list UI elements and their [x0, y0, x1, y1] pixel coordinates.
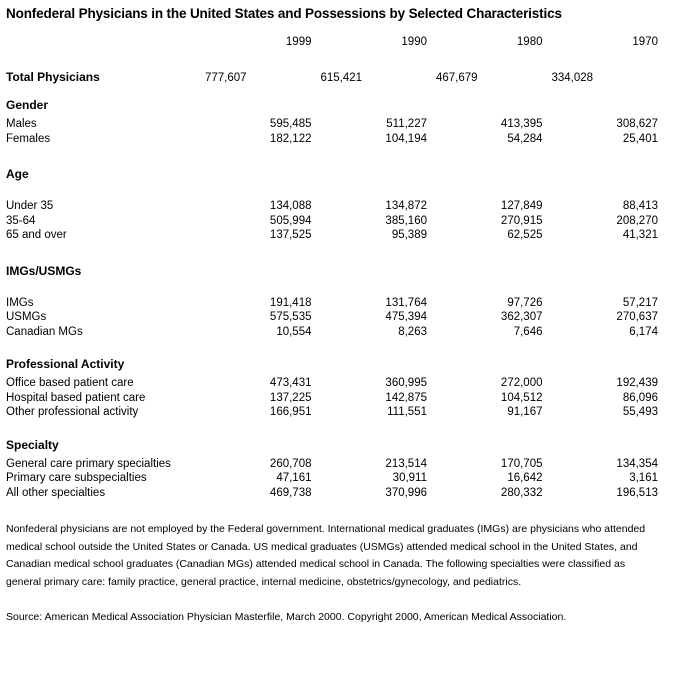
- row-value-1990: 360,995: [385, 377, 427, 389]
- row-label: Females: [6, 132, 51, 145]
- spacer-cell: [6, 286, 667, 296]
- row-label: Males: [6, 118, 37, 130]
- total-physicians-label: Total Physicians: [6, 70, 100, 84]
- table-row: [6, 325, 667, 340]
- row-label: Hospital based patient care: [6, 391, 146, 404]
- table-row: [6, 310, 667, 325]
- table-row: [6, 471, 667, 486]
- section-heading-row: [6, 93, 667, 117]
- row-value-1990: 131,764: [385, 296, 427, 309]
- row-value-1990: 111,551: [387, 406, 427, 418]
- table-row: [6, 486, 667, 501]
- row-value-1990: 104,194: [385, 132, 427, 145]
- table-row: [6, 214, 667, 229]
- row-value-1999: 260,708: [269, 457, 312, 470]
- row-value-1990: 213,514: [385, 457, 427, 470]
- source-line: Source: American Medical Association Physician Masterfile, March 2000. Copyright 2000, American Medical Association.: [6, 610, 567, 623]
- row-value-1990: 385,160: [385, 214, 427, 227]
- column-header-1980: 1980: [516, 36, 543, 48]
- row-value-1999: 137,225: [269, 391, 312, 404]
- page-title: Nonfederal Physicians in the United States and Possessions by Selected Characteristics: [6, 6, 562, 21]
- row-label: Office based patient care: [6, 377, 134, 389]
- row-value-1980: 170,705: [500, 457, 543, 470]
- row-value-1999: 469,738: [269, 486, 312, 499]
- row-value-1999: 505,994: [269, 214, 312, 227]
- row-spacer: [6, 286, 667, 296]
- column-header-1970: 1970: [632, 36, 658, 48]
- row-value-1970: 88,413: [622, 200, 658, 212]
- table-row: [6, 132, 667, 147]
- row-value-1990: 511,227: [386, 118, 427, 130]
- row-value-1970: 3,161: [629, 472, 658, 484]
- row-value-1980: 54,284: [507, 132, 543, 145]
- row-value-1970: 57,217: [622, 296, 658, 309]
- total-physicians-row: [6, 62, 667, 93]
- row-value-1980: 280,332: [500, 486, 543, 499]
- row-label: All other specialties: [6, 486, 106, 499]
- row-value-1970: 86,096: [622, 391, 658, 404]
- row-label: 65 and over: [6, 229, 67, 241]
- table-header-row: [6, 36, 667, 62]
- total-physicians-value-1999: 777,607: [205, 72, 247, 84]
- row-value-1999: 473,431: [269, 377, 312, 389]
- row-value-1970: 192,439: [616, 377, 658, 389]
- row-value-1999: 595,485: [269, 118, 312, 130]
- row-value-1990: 370,996: [385, 486, 427, 499]
- row-value-1999: 47,161: [276, 472, 312, 484]
- row-value-1970: 270,637: [616, 311, 658, 323]
- section-heading-row: [6, 159, 667, 189]
- row-label: IMGs: [6, 296, 34, 309]
- row-value-1990: 95,389: [391, 229, 427, 241]
- section-heading-professional-activity: Professional Activity: [6, 357, 125, 371]
- section-heading-row: [6, 433, 667, 457]
- row-label: Canadian MGs: [6, 325, 83, 338]
- table-row: [6, 228, 667, 243]
- row-value-1990: 475,394: [385, 311, 427, 323]
- row-value-1999: 166,951: [269, 406, 312, 418]
- row-value-1990: 142,875: [385, 391, 427, 404]
- row-label: General care primary specialties: [6, 457, 171, 470]
- section-heading-gender: Gender: [6, 98, 49, 112]
- row-value-1980: 16,642: [507, 472, 543, 484]
- row-value-1980: 362,307: [500, 311, 543, 323]
- row-value-1999: 575,535: [269, 311, 312, 323]
- row-value-1980: 97,726: [507, 296, 543, 309]
- row-value-1970: 6,174: [629, 325, 658, 338]
- spacer-cell: [6, 146, 667, 159]
- row-spacer: [6, 420, 667, 433]
- table-row: [6, 405, 667, 420]
- row-value-1970: 134,354: [616, 457, 658, 470]
- row-spacer: [6, 339, 667, 352]
- spacer-cell: [6, 420, 667, 433]
- row-value-1980: 7,646: [513, 325, 543, 338]
- row-value-1980: 270,915: [500, 214, 543, 227]
- section-heading-row: [6, 352, 667, 376]
- table-row: [6, 391, 667, 406]
- row-label: 35-64: [6, 214, 36, 227]
- table-row: [6, 117, 667, 132]
- row-value-1970: 196,513: [616, 486, 658, 499]
- row-spacer: [6, 146, 667, 159]
- row-value-1990: 30,911: [392, 472, 427, 484]
- table-row: [6, 376, 667, 391]
- total-physicians-value-1980: 467,679: [436, 72, 478, 84]
- table-row: [6, 199, 667, 214]
- row-value-1980: 104,512: [500, 391, 543, 404]
- row-value-1970: 308,627: [616, 118, 658, 130]
- footnote-block: [6, 521, 655, 591]
- row-label: Under 35: [6, 200, 54, 212]
- row-value-1999: 137,525: [269, 229, 312, 241]
- row-value-1980: 127,849: [500, 200, 543, 212]
- spacer-cell: [6, 189, 667, 199]
- section-heading-age: Age: [6, 167, 29, 181]
- row-value-1999: 182,122: [269, 132, 312, 145]
- row-value-1970: 25,401: [622, 132, 658, 145]
- header-label-cell: [6, 36, 205, 62]
- footnote-text: Nonfederal physicians are not employed by the Federal government. International medical graduates (IMGs) are physicians who attended medical school outside the United States or Canada. US medical graduates (USMGs) attended medical school in the United States, and Canadian medical school graduates (Canadian MGs) attended medical school in Canada. The following specialties were classified as general primary care: family practice, general practice, internal medicine, obstetrics/gynecology, and pediatrics.: [6, 523, 646, 588]
- row-value-1990: 134,872: [385, 200, 427, 212]
- section-heading-imgs-usmgs: IMGs/USMGs: [6, 263, 82, 278]
- row-value-1970: 55,493: [622, 406, 658, 418]
- row-value-1999: 191,418: [269, 296, 312, 309]
- section-heading-specialty: Specialty: [6, 437, 59, 452]
- row-label: USMGs: [6, 311, 47, 323]
- row-value-1980: 62,525: [507, 229, 543, 241]
- row-spacer: [6, 243, 667, 256]
- table-row: [6, 296, 667, 311]
- column-header-1990: 1990: [401, 36, 427, 48]
- table-row: [6, 457, 667, 472]
- row-value-1970: 208,270: [616, 214, 658, 227]
- total-physicians-value-1970: 334,028: [551, 72, 594, 84]
- row-value-1999: 134,088: [269, 200, 312, 212]
- row-label: Primary care subspecialties: [6, 472, 147, 484]
- row-value-1990: 8,263: [398, 325, 427, 338]
- row-value-1970: 41,321: [622, 229, 658, 241]
- section-heading-row: [6, 256, 667, 286]
- row-spacer: [6, 189, 667, 199]
- physicians-data-table: [6, 36, 667, 500]
- column-header-1999: 1999: [285, 36, 312, 48]
- row-label: Other professional activity: [6, 406, 139, 418]
- row-value-1980: 91,167: [507, 406, 543, 418]
- row-value-1980: 413,395: [500, 118, 543, 130]
- spacer-cell: [6, 243, 667, 256]
- total-physicians-value-1990: 615,421: [320, 72, 363, 84]
- row-value-1980: 272,000: [500, 377, 543, 389]
- row-value-1999: 10,554: [276, 325, 312, 338]
- spacer-cell: [6, 339, 667, 352]
